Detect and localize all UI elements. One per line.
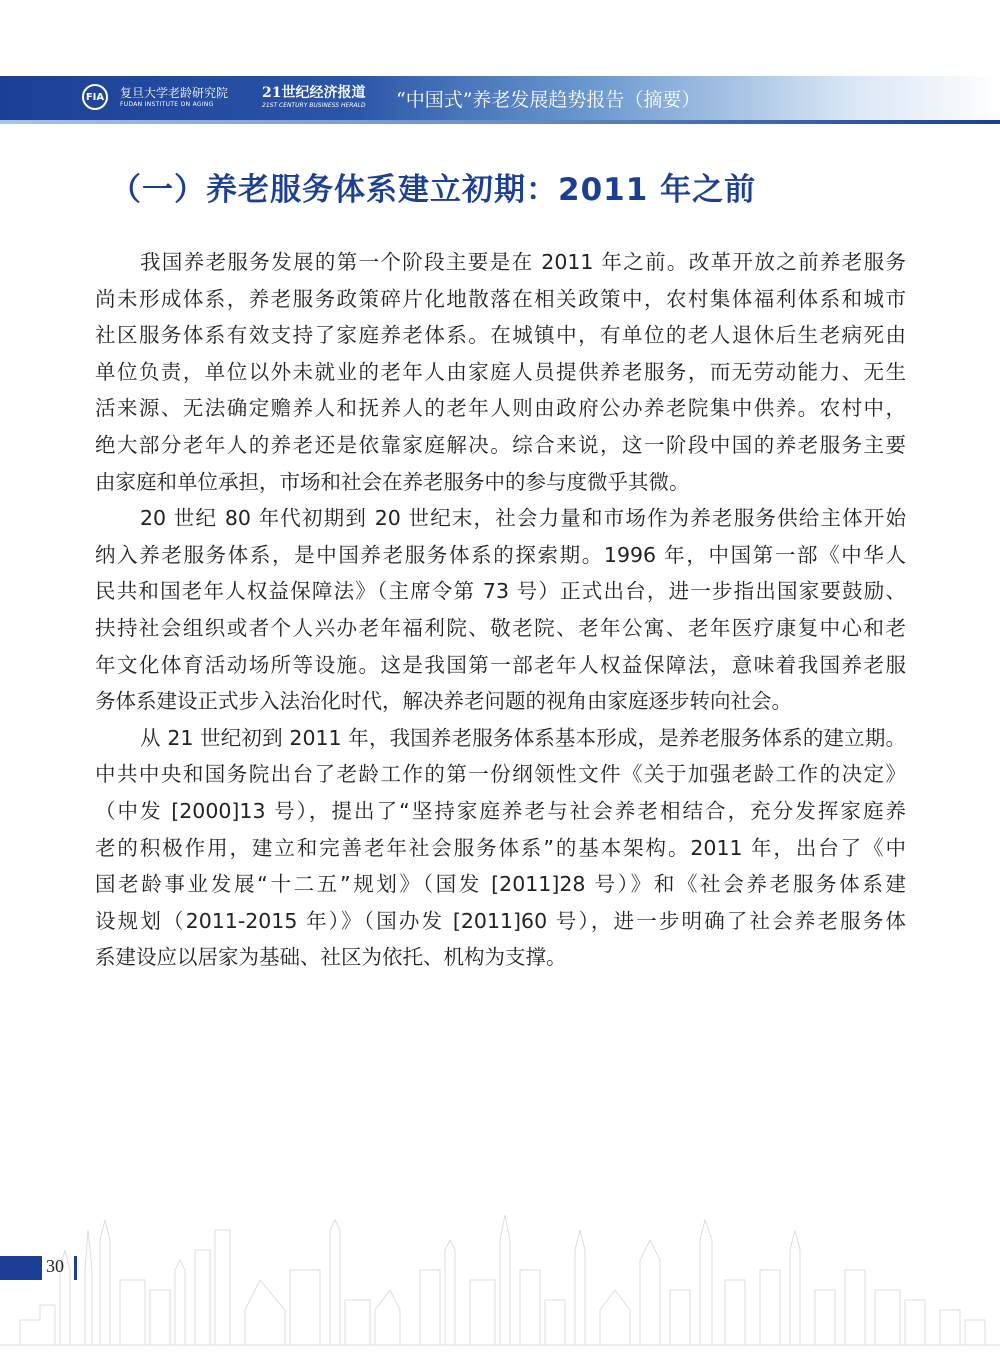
text-line: 单位负责，单位以外未就业的老年人由家庭人员提供养老服务，而无劳动能力、无生 bbox=[95, 359, 906, 384]
text-line: 纳入养老服务体系，是中国养老服务体系的探索期。1996 年，中国第一部《中华人 bbox=[95, 542, 906, 567]
text-line: 老的积极作用，建立和完善老年社会服务体系”的基本架构。2011 年，出台了《中 bbox=[95, 835, 906, 860]
herald-logo bbox=[262, 82, 366, 109]
header-divider bbox=[0, 120, 1000, 124]
text-line: 中共中央和国务院出台了老龄工作的第一份纲领性文件《关于加强老龄工作的决定》 bbox=[95, 762, 906, 787]
text-line: 从 21 世纪初到 2011 年，我国养老服务体系基本形成，是养老服务体系的建立期。 bbox=[140, 725, 906, 750]
paragraph bbox=[95, 500, 906, 720]
institute-name-en: FUDAN INSTITUTE ON AGING bbox=[120, 101, 214, 108]
text-line: 活来源、无法确定赡养人和抚养人的老年人则由政府公办养老院集中供养。农村中， bbox=[95, 396, 906, 421]
text-line: 民共和国老年人权益保障法》（主席令第 73 号）正式出台，进一步指出国家要鼓励、 bbox=[95, 579, 906, 604]
page-number-block bbox=[0, 1256, 42, 1280]
text-line: 我国养老服务发展的第一个阶段主要是在 2011 年之前。改革开放之前养老服务 bbox=[140, 250, 906, 274]
page-number: 30 bbox=[46, 1256, 64, 1276]
report-title: “中国式”养老发展趋势报告（摘要） bbox=[396, 89, 701, 111]
logo-text: FIA bbox=[85, 91, 105, 103]
fudan-logo-icon bbox=[82, 84, 108, 110]
text-line: 国老龄事业发展“十二五”规划》（国发 [2011]28 号）》和《社会养老服务体系建 bbox=[95, 872, 906, 897]
herald-name-en: 21ST CENTURY BUSINESS HERALD bbox=[262, 102, 366, 109]
paragraph bbox=[95, 720, 906, 976]
paragraph bbox=[95, 244, 906, 500]
text-line: 设规划（2011-2015 年）》（国办发 [2011]60 号），进一步明确了社会养老服务体 bbox=[95, 908, 906, 933]
body-text bbox=[95, 244, 906, 976]
city-skyline-illustration bbox=[0, 1210, 1000, 1350]
text-line: 绝大部分老年人的养老还是依靠家庭解决。综合来说，这一阶段中国的养老服务主要 bbox=[95, 432, 906, 457]
text-line: 由家庭和单位承担，市场和社会在养老服务中的参与度微乎其微。 bbox=[95, 469, 690, 494]
herald-name-cn: 21世纪经济报道 bbox=[262, 85, 366, 101]
text-line: 20 世纪 80 年代初期到 20 世纪末，社会力量和市场作为养老服务供给主体开始 bbox=[140, 506, 906, 531]
text-line: 社区服务体系有效支持了家庭养老体系。在城镇中，有单位的老人退休后生老病死由 bbox=[95, 323, 906, 348]
institute-name-cn: 复旦大学老龄研究院 bbox=[120, 86, 229, 100]
text-line: 系建设应以居家为基础、社区为依托、机构为支撑。 bbox=[95, 945, 567, 970]
text-line: 尚未形成体系，养老服务政策碎片化地散落在相关政策中，农村集体福利体系和城市 bbox=[95, 286, 906, 311]
institute-name bbox=[120, 84, 228, 108]
text-line: 务体系建设正式步入法治化时代，解决养老问题的视角由家庭逐步转向社会。 bbox=[95, 689, 792, 714]
section-title: （一）养老服务体系建立初期：2011 年之前 bbox=[110, 172, 757, 208]
text-line: 扶持社会组织或者个人兴办老年福利院、敬老院、老年公寓、老年医疗康复中心和老 bbox=[95, 615, 906, 640]
text-line: 年文化体育活动场所等设施。这是我国第一部老年人权益保障法，意味着我国养老服 bbox=[95, 652, 906, 677]
page-number-bar bbox=[74, 1256, 77, 1280]
text-line: （中发 [2000]13 号），提出了“坚持家庭养老与社会养老相结合，充分发挥家庭养 bbox=[95, 798, 906, 823]
